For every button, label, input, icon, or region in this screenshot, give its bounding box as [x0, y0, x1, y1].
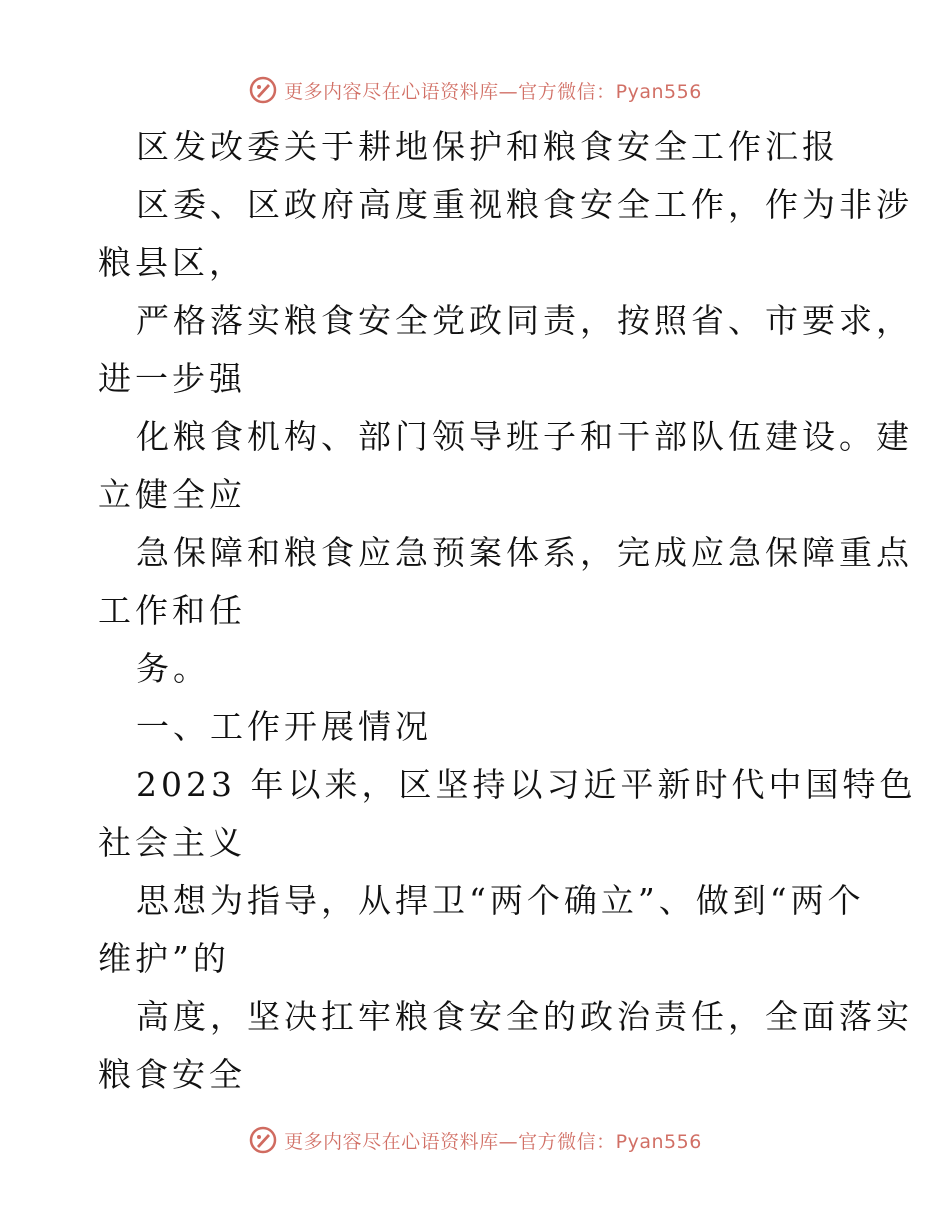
doc-line: 粮县区， [98, 243, 246, 282]
doc-line: 社会主义 [98, 823, 246, 862]
doc-line: 进一步强 [98, 359, 246, 398]
doc-line: 急保障和粮食应急预案体系，完成应急保障重点 [136, 533, 913, 572]
logo-icon [248, 75, 278, 105]
doc-line: 2023 年以来，区坚持以习近平新时代中国特色 [136, 765, 917, 804]
doc-line: 严格落实粮食安全党政同责，按照省、市要求， [136, 301, 913, 340]
doc-line: 粮食安全 [98, 1055, 246, 1094]
doc-line: 区委、区政府高度重视粮食安全工作，作为非涉 [136, 185, 913, 224]
doc-line: 思想为指导，从捍卫“两个确立”、做到“两个 [136, 881, 865, 920]
section-heading: 一、工作开展情况 [136, 707, 432, 746]
doc-line: 维护”的 [98, 939, 230, 978]
doc-title: 区发改委关于耕地保护和粮食安全工作汇报 [136, 127, 839, 166]
doc-line: 立健全应 [98, 475, 246, 514]
doc-line: 务。 [136, 649, 210, 688]
doc-line: 工作和任 [98, 591, 246, 630]
watermark-text: 更多内容尽在心语资料库—官方微信：Pyan556 [284, 1130, 702, 1153]
watermark-text: 更多内容尽在心语资料库—官方微信：Pyan556 [284, 80, 702, 103]
logo-icon [248, 1125, 278, 1155]
watermark-banner-top [0, 70, 950, 110]
doc-line: 高度，坚决扛牢粮食安全的政治责任，全面落实 [136, 997, 913, 1036]
doc-line: 化粮食机构、部门领导班子和干部队伍建设。建 [136, 417, 913, 456]
watermark-banner-bottom [0, 1120, 950, 1160]
